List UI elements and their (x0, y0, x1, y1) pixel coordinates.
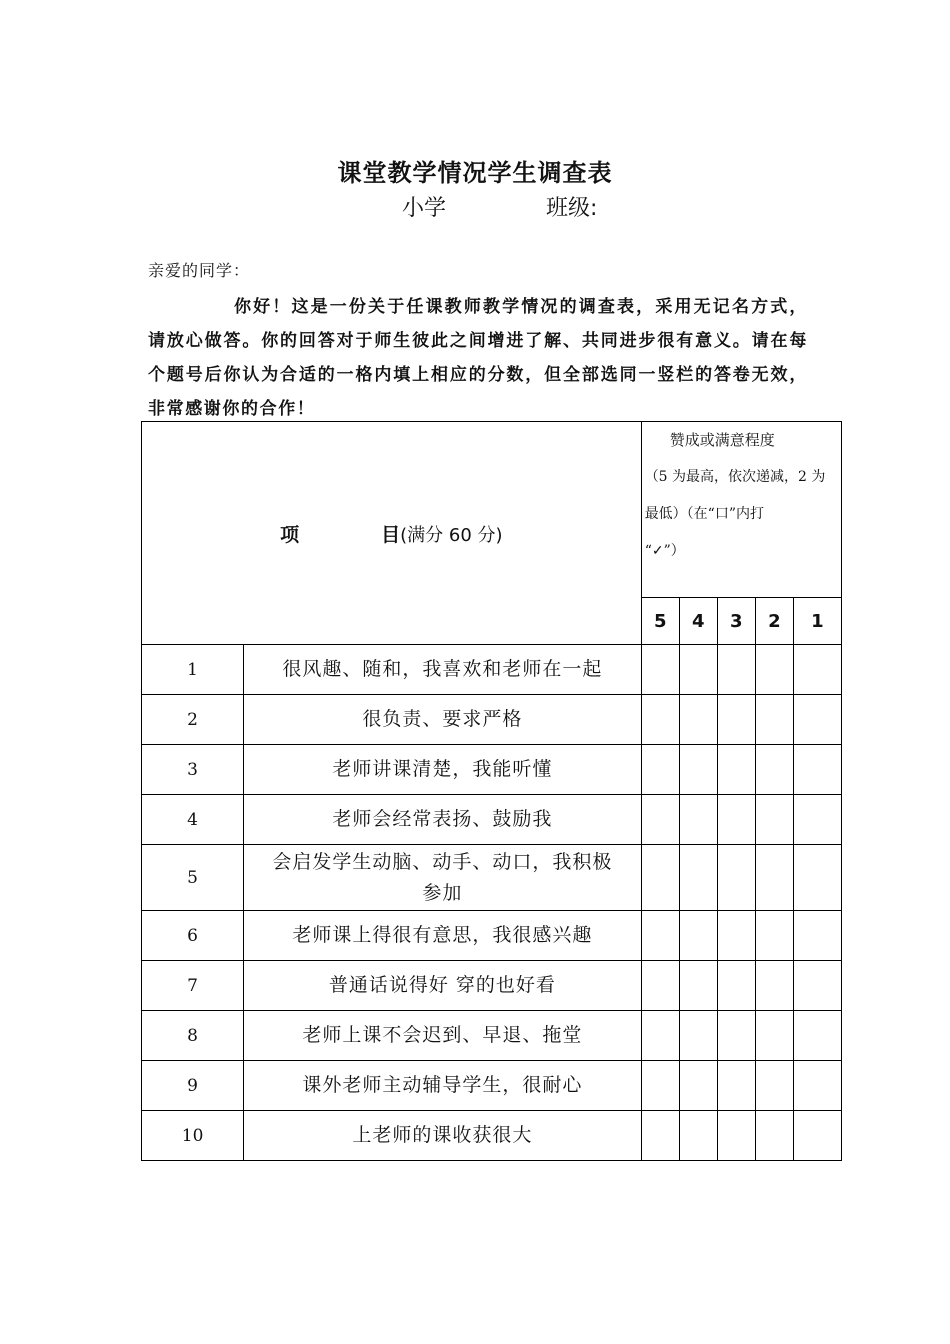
row-number: 1 (142, 645, 244, 695)
row-number: 4 (142, 795, 244, 845)
table-row (142, 911, 842, 961)
score-cell-5[interactable] (641, 961, 679, 1011)
table-row (142, 645, 842, 695)
score-cell-2[interactable] (755, 1011, 793, 1061)
score-cell-1[interactable] (793, 911, 841, 961)
row-number: 2 (142, 695, 244, 745)
score-cell-3[interactable] (717, 1061, 755, 1111)
item-header (142, 422, 642, 645)
score-cell-2[interactable] (755, 695, 793, 745)
item-header-label-b: 目 (381, 523, 401, 546)
score-cell-1[interactable] (793, 845, 841, 911)
table-row (142, 795, 842, 845)
score-cell-3[interactable] (717, 695, 755, 745)
item-header-label-a: 项 (280, 523, 300, 546)
score-cell-5[interactable] (641, 1061, 679, 1111)
page-title: 课堂教学情况学生调查表 (337, 158, 613, 187)
row-number: 10 (142, 1111, 244, 1161)
row-item-text: 很负责、要求严格 (244, 695, 642, 745)
score-cell-2[interactable] (755, 1111, 793, 1161)
score-cell-3[interactable] (717, 1111, 755, 1161)
table-row (142, 695, 842, 745)
score-cell-4[interactable] (679, 745, 717, 795)
rating-header-line-3: 最低）（在“口”内打 (644, 506, 765, 522)
score-cell-1[interactable] (793, 1111, 841, 1161)
score-cell-4[interactable] (679, 1111, 717, 1161)
score-cell-5[interactable] (641, 1111, 679, 1161)
score-cell-4[interactable] (679, 795, 717, 845)
score-header-1: 1 (793, 598, 841, 645)
rating-header-line-4: “✓”） (644, 543, 685, 559)
score-cell-1[interactable] (793, 961, 841, 1011)
score-cell-2[interactable] (755, 645, 793, 695)
row-number: 6 (142, 911, 244, 961)
score-cell-1[interactable] (793, 645, 841, 695)
rating-header (641, 422, 841, 598)
rating-header-line-1: 赞成或满意程度 (669, 431, 775, 449)
score-cell-1[interactable] (793, 695, 841, 745)
row-item-text: 老师会经常表扬、鼓励我 (244, 795, 642, 845)
table-row (142, 1061, 842, 1111)
survey-table (141, 421, 842, 1161)
score-cell-2[interactable] (755, 911, 793, 961)
score-cell-5[interactable] (641, 745, 679, 795)
row-number: 3 (142, 745, 244, 795)
score-cell-3[interactable] (717, 645, 755, 695)
intro-paragraph: 你好！这是一份关于任课教师教学情况的调查表，采用无记名方式，请放心做答。你的回答对于师生彼此之间增进了解、共同进步很有意义。请在每个题号后你认为合适的一格内填上相应的分数，但全部选同一竖栏的答卷无效，非常感谢你的合作！ (148, 297, 808, 419)
score-cell-1[interactable] (793, 745, 841, 795)
score-cell-5[interactable] (641, 645, 679, 695)
score-cell-1[interactable] (793, 1061, 841, 1111)
score-cell-2[interactable] (755, 845, 793, 911)
row-item-text: 老师上课不会迟到、早退、拖堂 (244, 1011, 642, 1061)
score-cell-2[interactable] (755, 795, 793, 845)
score-cell-4[interactable] (679, 1011, 717, 1061)
score-cell-2[interactable] (755, 1061, 793, 1111)
score-cell-1[interactable] (793, 1011, 841, 1061)
score-cell-1[interactable] (793, 795, 841, 845)
row-item-text: 老师讲课清楚，我能听懂 (244, 745, 642, 795)
row-item-text: 很风趣、随和，我喜欢和老师在一起 (244, 645, 642, 695)
score-cell-5[interactable] (641, 695, 679, 745)
score-cell-5[interactable] (641, 845, 679, 911)
score-cell-5[interactable] (641, 1011, 679, 1061)
table-row (142, 745, 842, 795)
table-row (142, 1011, 842, 1061)
score-cell-5[interactable] (641, 911, 679, 961)
score-cell-3[interactable] (717, 961, 755, 1011)
row-number: 7 (142, 961, 244, 1011)
row-item-text: 老师课上得很有意思，我很感兴趣 (244, 911, 642, 961)
score-cell-4[interactable] (679, 1061, 717, 1111)
score-cell-3[interactable] (717, 745, 755, 795)
row-item-text: 普通话说得好 穿的也好看 (244, 961, 642, 1011)
score-cell-4[interactable] (679, 645, 717, 695)
score-cell-4[interactable] (679, 845, 717, 911)
row-item-text: 上老师的课收获很大 (244, 1111, 642, 1161)
row-item-text: 会启发学生动脑、动手、动口，我积极参加 (244, 845, 642, 911)
row-number: 5 (142, 845, 244, 911)
score-header-4: 4 (679, 598, 717, 645)
score-header-3: 3 (717, 598, 755, 645)
score-cell-3[interactable] (717, 911, 755, 961)
score-cell-3[interactable] (717, 795, 755, 845)
row-number: 8 (142, 1011, 244, 1061)
score-header-5: 5 (641, 598, 679, 645)
row-item-text: 课外老师主动辅导学生，很耐心 (244, 1061, 642, 1111)
rating-header-line-2: （5 为最高，依次递减，2 为 (644, 469, 826, 485)
score-cell-2[interactable] (755, 745, 793, 795)
score-cell-2[interactable] (755, 961, 793, 1011)
class-label: 班级: (546, 196, 598, 221)
score-cell-4[interactable] (679, 911, 717, 961)
row-number: 9 (142, 1061, 244, 1111)
school-label: 小学 (402, 196, 447, 221)
table-row (142, 1111, 842, 1161)
score-cell-3[interactable] (717, 1011, 755, 1061)
score-cell-4[interactable] (679, 961, 717, 1011)
score-cell-5[interactable] (641, 795, 679, 845)
score-header-2: 2 (755, 598, 793, 645)
score-cell-3[interactable] (717, 845, 755, 911)
table-row (142, 961, 842, 1011)
table-row (142, 845, 842, 911)
greeting: 亲爱的同学： (148, 261, 251, 280)
full-score-label: (满分 60 分) (400, 524, 503, 546)
score-cell-4[interactable] (679, 695, 717, 745)
